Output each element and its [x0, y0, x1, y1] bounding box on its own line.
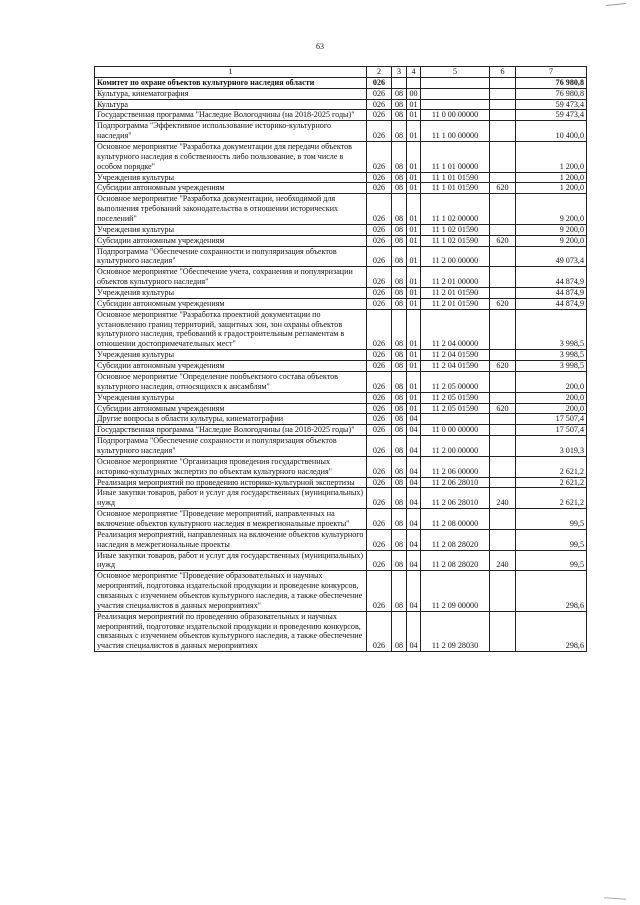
- table-row: [95, 361, 587, 372]
- table-row: [95, 456, 587, 477]
- table-row: [95, 477, 587, 488]
- row-csr-cell: 11 2 01 00000: [421, 267, 490, 288]
- row-vr-cell: [490, 436, 516, 457]
- row-pr-cell: 01: [407, 350, 421, 361]
- row-csr-cell: 11 2 04 00000: [421, 309, 490, 349]
- row-vr-cell: [490, 194, 516, 225]
- table-row: [95, 246, 587, 267]
- row-rz-cell: 08: [392, 403, 407, 414]
- row-sum-cell: 3 998,5: [516, 350, 587, 361]
- row-ved-cell: 026: [367, 88, 392, 99]
- row-name-cell: Субсидии автономным учреждениям: [95, 403, 367, 414]
- row-vr-cell: [490, 392, 516, 403]
- row-ved-cell: 026: [367, 298, 392, 309]
- row-rz-cell: [392, 77, 407, 88]
- row-pr-cell: 01: [407, 309, 421, 349]
- row-vr-cell: [490, 425, 516, 436]
- row-pr-cell: 01: [407, 121, 421, 142]
- row-vr-cell: [490, 414, 516, 425]
- row-ved-cell: 026: [367, 142, 392, 173]
- row-ved-cell: 026: [367, 246, 392, 267]
- row-name-cell: Государственная программа "Наследие Вологодчины (на 2018-2025 годы)": [95, 110, 367, 121]
- row-sum-cell: 17 507,4: [516, 414, 587, 425]
- row-rz-cell: 08: [392, 436, 407, 457]
- row-vr-cell: [490, 77, 516, 88]
- row-sum-cell: 298,6: [516, 611, 587, 651]
- table-row: [95, 425, 587, 436]
- row-sum-cell: 9 200,0: [516, 235, 587, 246]
- header-cell: 5: [421, 67, 490, 78]
- row-name-cell: Основное мероприятие "Разработка проектной документации по установлению границ территорий, защитных зон, зон охраны объектов культурного наследия, требований к градостроительным регламентам в отношении достопримечательных мест": [95, 309, 367, 349]
- row-vr-cell: 620: [490, 298, 516, 309]
- row-sum-cell: 2 621,2: [516, 488, 587, 509]
- row-name-cell: Реализация мероприятий по проведению историко-культурной экспертизы: [95, 477, 367, 488]
- row-ved-cell: 026: [367, 509, 392, 530]
- row-csr-cell: 11 2 06 28010: [421, 477, 490, 488]
- row-rz-cell: 08: [392, 267, 407, 288]
- row-pr-cell: 01: [407, 298, 421, 309]
- row-csr-cell: 11 0 00 00000: [421, 110, 490, 121]
- row-rz-cell: 08: [392, 235, 407, 246]
- row-csr-cell: 11 2 00 00000: [421, 436, 490, 457]
- table-row: [95, 309, 587, 349]
- row-name-cell: Подпрограмма "Обеспечение сохранности и популяризация объектов культурного наследия": [95, 246, 367, 267]
- row-rz-cell: 08: [392, 99, 407, 110]
- table-row: [95, 611, 587, 651]
- table-row: [95, 267, 587, 288]
- row-vr-cell: [490, 88, 516, 99]
- row-ved-cell: 026: [367, 99, 392, 110]
- row-name-cell: Субсидии автономным учреждениям: [95, 298, 367, 309]
- row-vr-cell: [490, 110, 516, 121]
- row-rz-cell: 08: [392, 488, 407, 509]
- row-pr-cell: 04: [407, 509, 421, 530]
- row-csr-cell: 11 1 02 01590: [421, 235, 490, 246]
- budget-table-body: [95, 67, 587, 652]
- row-vr-cell: [490, 571, 516, 611]
- table-row: [95, 571, 587, 611]
- table-row: [95, 414, 587, 425]
- row-ved-cell: 026: [367, 121, 392, 142]
- row-ved-cell: 026: [367, 194, 392, 225]
- row-sum-cell: 3 998,5: [516, 361, 587, 372]
- row-sum-cell: 2 621,2: [516, 456, 587, 477]
- row-vr-cell: [490, 309, 516, 349]
- row-vr-cell: [490, 371, 516, 392]
- row-ved-cell: 026: [367, 488, 392, 509]
- row-csr-cell: 11 2 01 01590: [421, 298, 490, 309]
- row-sum-cell: 200,0: [516, 392, 587, 403]
- row-sum-cell: 99,5: [516, 550, 587, 571]
- row-sum-cell: 76 980,8: [516, 77, 587, 88]
- row-pr-cell: 04: [407, 550, 421, 571]
- row-sum-cell: 59 473,4: [516, 99, 587, 110]
- row-ved-cell: 026: [367, 183, 392, 194]
- table-row: [95, 298, 587, 309]
- row-pr-cell: 01: [407, 172, 421, 183]
- row-pr-cell: 01: [407, 267, 421, 288]
- row-sum-cell: 44 874,9: [516, 288, 587, 299]
- table-row: [95, 403, 587, 414]
- row-pr-cell: 01: [407, 235, 421, 246]
- row-name-cell: Основное мероприятие "Разработка документации для передачи объектов культурного наследия в собственность либо пользование, в том числе в особом порядке": [95, 142, 367, 173]
- row-rz-cell: 08: [392, 509, 407, 530]
- row-pr-cell: 04: [407, 414, 421, 425]
- row-ved-cell: 026: [367, 414, 392, 425]
- row-csr-cell: [421, 88, 490, 99]
- row-pr-cell: 04: [407, 456, 421, 477]
- row-sum-cell: 17 507,4: [516, 425, 587, 436]
- row-rz-cell: 08: [392, 288, 407, 299]
- row-name-cell: Культура, кинематография: [95, 88, 367, 99]
- table-row: [95, 436, 587, 457]
- row-ved-cell: 026: [367, 288, 392, 299]
- row-vr-cell: 240: [490, 488, 516, 509]
- row-vr-cell: [490, 267, 516, 288]
- row-vr-cell: [490, 99, 516, 110]
- header-cell: 3: [392, 67, 407, 78]
- row-ved-cell: 026: [367, 235, 392, 246]
- row-sum-cell: 3 998,5: [516, 309, 587, 349]
- row-sum-cell: 44 874,9: [516, 267, 587, 288]
- row-sum-cell: 99,5: [516, 509, 587, 530]
- row-csr-cell: 11 1 02 00000: [421, 194, 490, 225]
- row-pr-cell: 01: [407, 194, 421, 225]
- table-row: [95, 99, 587, 110]
- row-pr-cell: 04: [407, 529, 421, 550]
- row-name-cell: Иные закупки товаров, работ и услуг для государственных (муниципальных) нужд: [95, 488, 367, 509]
- page-number: 63: [316, 42, 324, 51]
- row-rz-cell: 08: [392, 309, 407, 349]
- row-csr-cell: 11 1 01 01590: [421, 183, 490, 194]
- row-pr-cell: 01: [407, 142, 421, 173]
- row-rz-cell: 08: [392, 477, 407, 488]
- row-csr-cell: 11 2 08 28020: [421, 529, 490, 550]
- row-sum-cell: 76 980,8: [516, 88, 587, 99]
- row-sum-cell: 298,6: [516, 571, 587, 611]
- row-csr-cell: [421, 77, 490, 88]
- table-row: [95, 529, 587, 550]
- row-rz-cell: 08: [392, 246, 407, 267]
- row-sum-cell: 59 473,4: [516, 110, 587, 121]
- row-pr-cell: 00: [407, 88, 421, 99]
- row-ved-cell: 026: [367, 267, 392, 288]
- row-csr-cell: 11 2 01 01590: [421, 288, 490, 299]
- header-cell: 2: [367, 67, 392, 78]
- row-rz-cell: 08: [392, 142, 407, 173]
- header-cell: 7: [516, 67, 587, 78]
- row-rz-cell: 08: [392, 571, 407, 611]
- row-rz-cell: 08: [392, 550, 407, 571]
- row-name-cell: Государственная программа "Наследие Вологодчины (на 2018-2025 годы)": [95, 425, 367, 436]
- header-cell: 4: [407, 67, 421, 78]
- row-ved-cell: 026: [367, 477, 392, 488]
- row-name-cell: Основное мероприятие "Проведение образовательных и научных мероприятий, подготовка издательской продукции и проведение конкурсов, связанных с изучением объектов культурного наследия, а также обеспечение участия специалистов в данных мероприятиях": [95, 571, 367, 611]
- row-rz-cell: 08: [392, 414, 407, 425]
- row-pr-cell: 01: [407, 288, 421, 299]
- row-ved-cell: 026: [367, 611, 392, 651]
- row-ved-cell: 026: [367, 425, 392, 436]
- row-vr-cell: [490, 529, 516, 550]
- table-row: [95, 88, 587, 99]
- row-pr-cell: 04: [407, 488, 421, 509]
- row-csr-cell: 11 2 05 00000: [421, 371, 490, 392]
- row-sum-cell: 1 200,0: [516, 183, 587, 194]
- row-pr-cell: 01: [407, 224, 421, 235]
- row-csr-cell: 11 2 04 01590: [421, 361, 490, 372]
- row-vr-cell: [490, 611, 516, 651]
- row-rz-cell: 08: [392, 298, 407, 309]
- row-vr-cell: [490, 142, 516, 173]
- table-row: [95, 110, 587, 121]
- row-rz-cell: 08: [392, 110, 407, 121]
- row-vr-cell: 620: [490, 361, 516, 372]
- table-row: [95, 350, 587, 361]
- row-name-cell: Учреждения культуры: [95, 224, 367, 235]
- row-name-cell: Учреждения культуры: [95, 392, 367, 403]
- row-pr-cell: 01: [407, 392, 421, 403]
- row-csr-cell: 11 2 09 00000: [421, 571, 490, 611]
- row-name-cell: Субсидии автономным учреждениям: [95, 183, 367, 194]
- table-row: [95, 288, 587, 299]
- row-name-cell: Основное мероприятие "Разработка документации, необходимой для выполнения требований законодательства в отношении исторических поселений": [95, 194, 367, 225]
- row-pr-cell: 04: [407, 436, 421, 457]
- row-rz-cell: 08: [392, 194, 407, 225]
- row-ved-cell: 026: [367, 224, 392, 235]
- row-pr-cell: 01: [407, 371, 421, 392]
- row-ved-cell: 026: [367, 361, 392, 372]
- row-ved-cell: 026: [367, 350, 392, 361]
- row-vr-cell: [490, 172, 516, 183]
- row-pr-cell: 04: [407, 477, 421, 488]
- row-ved-cell: 026: [367, 436, 392, 457]
- row-name-cell: Учреждения культуры: [95, 172, 367, 183]
- row-vr-cell: [490, 288, 516, 299]
- row-name-cell: Субсидии автономным учреждениям: [95, 235, 367, 246]
- row-csr-cell: 11 2 05 01590: [421, 392, 490, 403]
- row-vr-cell: [490, 121, 516, 142]
- row-ved-cell: 026: [367, 403, 392, 414]
- row-sum-cell: 9 200,0: [516, 224, 587, 235]
- row-vr-cell: [490, 224, 516, 235]
- row-csr-cell: 11 2 04 01590: [421, 350, 490, 361]
- row-rz-cell: 08: [392, 529, 407, 550]
- row-ved-cell: 026: [367, 529, 392, 550]
- row-name-cell: Основное мероприятие "Организация проведения государственных историко-культурных экспертиз по объектам культурного наследия": [95, 456, 367, 477]
- table-row: [95, 488, 587, 509]
- table-row: [95, 194, 587, 225]
- row-name-cell: Иные закупки товаров, работ и услуг для государственных (муниципальных) нужд: [95, 550, 367, 571]
- row-csr-cell: 11 1 00 00000: [421, 121, 490, 142]
- row-pr-cell: 01: [407, 246, 421, 267]
- table-row: [95, 392, 587, 403]
- header-cell: 6: [490, 67, 516, 78]
- row-csr-cell: 11 2 08 28020: [421, 550, 490, 571]
- table-row: [95, 183, 587, 194]
- row-csr-cell: 11 1 01 00000: [421, 142, 490, 173]
- row-csr-cell: 11 2 08 00000: [421, 509, 490, 530]
- table-row: [95, 77, 587, 88]
- scan-mark-top: [606, 3, 626, 6]
- table-header-row: [95, 67, 587, 78]
- row-name-cell: Основное мероприятие "Проведение мероприятий, направленных на включение объектов культурного наследия в межрегиональные проекты": [95, 509, 367, 530]
- row-csr-cell: 11 1 02 01590: [421, 224, 490, 235]
- row-sum-cell: 99,5: [516, 529, 587, 550]
- row-rz-cell: 08: [392, 456, 407, 477]
- row-name-cell: Учреждения культуры: [95, 350, 367, 361]
- row-pr-cell: 04: [407, 425, 421, 436]
- row-pr-cell: 01: [407, 361, 421, 372]
- row-name-cell: Комитет по охране объектов культурного наследия области: [95, 77, 367, 88]
- row-sum-cell: 9 200,0: [516, 194, 587, 225]
- row-vr-cell: 620: [490, 235, 516, 246]
- row-name-cell: Реализация мероприятий по проведению образовательных и научных мероприятий, подготовке издательской продукции и проведению конкурсов, связанных с изучением объектов культурного наследия, а также обеспечение участия специалистов в данных мероприятиях: [95, 611, 367, 651]
- row-sum-cell: 2 621,2: [516, 477, 587, 488]
- row-name-cell: Другие вопросы в области культуры, кинематографии: [95, 414, 367, 425]
- row-sum-cell: 3 019,3: [516, 436, 587, 457]
- row-csr-cell: 11 2 06 28010: [421, 488, 490, 509]
- row-rz-cell: 08: [392, 425, 407, 436]
- row-vr-cell: [490, 509, 516, 530]
- row-rz-cell: 08: [392, 183, 407, 194]
- row-pr-cell: 04: [407, 571, 421, 611]
- row-rz-cell: 08: [392, 121, 407, 142]
- table-row: [95, 142, 587, 173]
- row-rz-cell: 08: [392, 392, 407, 403]
- row-ved-cell: 026: [367, 172, 392, 183]
- row-rz-cell: 08: [392, 361, 407, 372]
- row-name-cell: Культура: [95, 99, 367, 110]
- row-vr-cell: [490, 350, 516, 361]
- row-rz-cell: 08: [392, 172, 407, 183]
- row-csr-cell: 11 2 09 28030: [421, 611, 490, 651]
- row-pr-cell: 01: [407, 99, 421, 110]
- row-csr-cell: 11 2 00 00000: [421, 246, 490, 267]
- row-vr-cell: [490, 477, 516, 488]
- scan-mark-bottom: [604, 897, 626, 900]
- row-ved-cell: 026: [367, 309, 392, 349]
- table-row: [95, 509, 587, 530]
- row-pr-cell: 01: [407, 403, 421, 414]
- row-vr-cell: [490, 456, 516, 477]
- row-name-cell: Подпрограмма "Эффективное использование историко-культурного наследия": [95, 121, 367, 142]
- row-sum-cell: 1 200,0: [516, 172, 587, 183]
- row-name-cell: Подпрограмма "Обеспечение сохранности и популяризация объектов культурного наследия": [95, 436, 367, 457]
- row-sum-cell: 49 073,4: [516, 246, 587, 267]
- table-row: [95, 550, 587, 571]
- row-rz-cell: 08: [392, 371, 407, 392]
- row-ved-cell: 026: [367, 571, 392, 611]
- row-csr-cell: 11 1 01 01590: [421, 172, 490, 183]
- row-rz-cell: 08: [392, 350, 407, 361]
- row-pr-cell: 04: [407, 611, 421, 651]
- row-vr-cell: [490, 246, 516, 267]
- row-name-cell: Основное мероприятие "Обеспечение учета, сохранения и популяризации объектов культурного наследия": [95, 267, 367, 288]
- budget-table: [94, 66, 587, 652]
- row-vr-cell: 240: [490, 550, 516, 571]
- row-csr-cell: 11 0 00 00000: [421, 425, 490, 436]
- table-row: [95, 371, 587, 392]
- table-row: [95, 121, 587, 142]
- row-csr-cell: [421, 414, 490, 425]
- row-ved-cell: 026: [367, 392, 392, 403]
- row-pr-cell: 01: [407, 110, 421, 121]
- row-pr-cell: [407, 77, 421, 88]
- header-cell: 1: [95, 67, 367, 78]
- row-ved-cell: 026: [367, 371, 392, 392]
- row-sum-cell: 200,0: [516, 371, 587, 392]
- table-row: [95, 172, 587, 183]
- row-sum-cell: 1 200,0: [516, 142, 587, 173]
- table-row: [95, 235, 587, 246]
- row-sum-cell: 10 400,0: [516, 121, 587, 142]
- row-name-cell: Учреждения культуры: [95, 288, 367, 299]
- row-ved-cell: 026: [367, 110, 392, 121]
- row-name-cell: Основное мероприятие "Определение пообъектного состава объектов культурного наследия, относящихся к ансамблям": [95, 371, 367, 392]
- row-rz-cell: 08: [392, 88, 407, 99]
- row-vr-cell: 620: [490, 403, 516, 414]
- row-csr-cell: 11 2 05 01590: [421, 403, 490, 414]
- row-pr-cell: 01: [407, 183, 421, 194]
- row-ved-cell: 026: [367, 77, 392, 88]
- row-ved-cell: 026: [367, 456, 392, 477]
- row-rz-cell: 08: [392, 224, 407, 235]
- row-vr-cell: 620: [490, 183, 516, 194]
- row-name-cell: Субсидии автономным учреждениям: [95, 361, 367, 372]
- row-csr-cell: [421, 99, 490, 110]
- table-row: [95, 224, 587, 235]
- row-sum-cell: 44 874,9: [516, 298, 587, 309]
- row-rz-cell: 08: [392, 611, 407, 651]
- row-ved-cell: 026: [367, 550, 392, 571]
- row-sum-cell: 200,0: [516, 403, 587, 414]
- row-name-cell: Реализация мероприятий, направленных на включение объектов культурного наследия в межрегиональные проекты: [95, 529, 367, 550]
- row-csr-cell: 11 2 06 00000: [421, 456, 490, 477]
